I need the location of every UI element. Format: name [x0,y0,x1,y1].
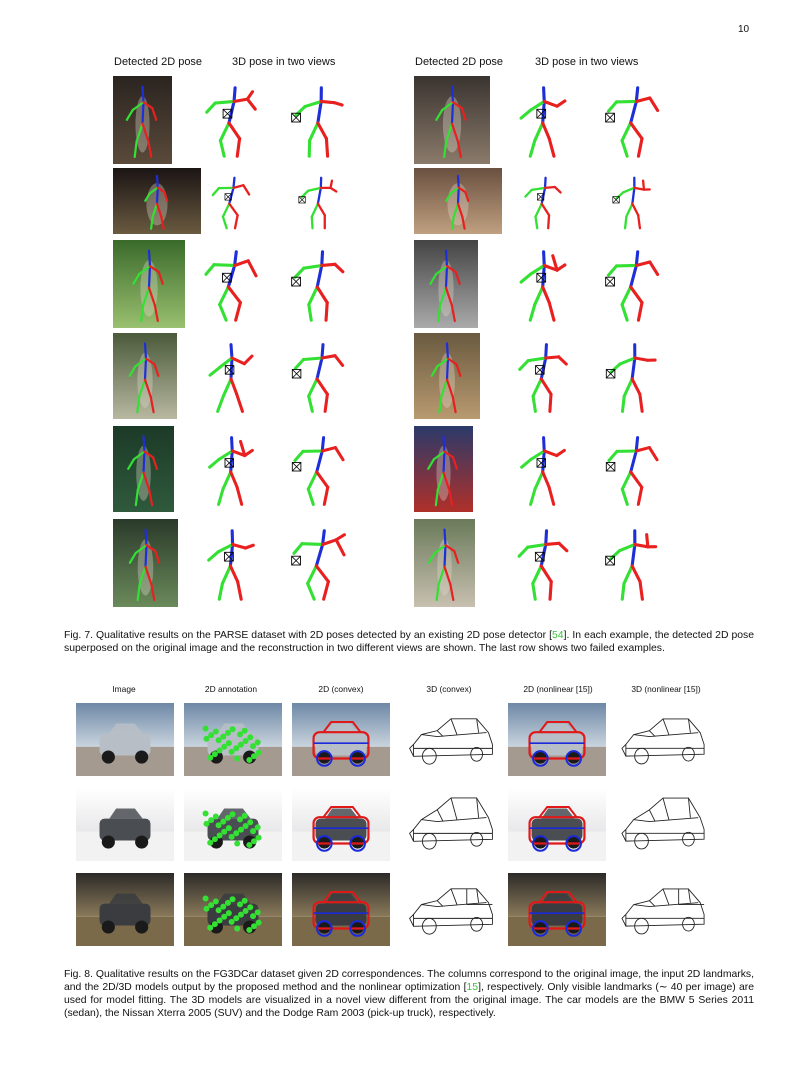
3d-pose-view-side [602,80,664,164]
fig7-header-left-3d: 3D pose in two views [232,56,336,68]
car-3d-convex-model [404,790,500,859]
fig8-col-3d-convex: 3D (convex) [426,684,472,694]
car-photo [76,703,174,776]
3d-pose-view-front [512,523,574,607]
fig8-caption: Fig. 8. Qualitative results on the FG3DCar dataset given 2D correspondences. The columns correspond to the original image, the input 2D landmarks, and the 2D/3D models output by the proposed method and the nonlinear optimization [15], respectively. Only visible landmarks (∼ 40 per image) are used for model fitting. The 3D models are visualized in a novel view different from the original image. The car models are the BMW 5 Series 2011 (sedan), the Nissan Xterra 2005 (SUV) and the Dodge Ram 2003 (pick-up truck), respectively. [64,969,754,1019]
3d-pose-view-front [200,244,262,328]
fig7-header-right-3d: 3D pose in two views [535,56,639,68]
detected-pose-photo [113,519,178,607]
detected-pose-photo [113,240,185,328]
detected-pose-photo [113,426,174,512]
3d-pose-view-side [602,430,664,512]
3d-pose-view-front [512,244,574,328]
fig8-citation-link[interactable]: 15 [466,982,479,993]
3d-pose-view-side [288,523,350,607]
detected-pose-photo [414,519,475,607]
3d-pose-view-side [288,172,350,234]
car-2d-nonlinear-fit [508,873,606,946]
3d-pose-view-front [512,80,574,164]
fig8-col-2d-convex: 2D (convex) [318,684,364,694]
car-2d-annotation [184,788,282,861]
3d-pose-view-side [288,244,350,328]
detected-pose-photo [113,333,177,419]
fig7-header-right-detected: Detected 2D pose [415,56,504,68]
detected-pose-photo [414,168,502,234]
car-3d-nonlinear-model [620,790,708,859]
detected-pose-photo [414,426,473,512]
3d-pose-view-front [200,172,262,234]
detected-pose-photo [113,168,201,234]
car-2d-nonlinear-fit [508,788,606,861]
detected-pose-photo [414,240,478,328]
detected-pose-photo [414,76,490,164]
3d-pose-view-front [512,172,574,234]
3d-pose-view-side [602,337,664,419]
car-3d-convex-model [404,705,500,774]
detected-pose-photo [414,333,480,419]
3d-pose-view-side [602,523,664,607]
car-3d-nonlinear-model [620,875,708,944]
fig7-header-left-detected: Detected 2D pose [114,56,203,68]
car-2d-nonlinear-fit [508,703,606,776]
3d-pose-view-front [200,523,262,607]
fig8-col-2d-annotation: 2D annotation [204,684,258,694]
3d-pose-view-front [512,337,574,419]
fig8-col-3d-nonlinear: 3D (nonlinear [15]) [631,684,701,694]
3d-pose-view-front [200,337,262,419]
3d-pose-view-front [200,430,262,512]
3d-pose-view-side [288,337,350,419]
car-photo [76,873,174,946]
detected-pose-photo [113,76,172,164]
car-2d-annotation [184,703,282,776]
page-number: 10 [738,24,750,35]
3d-pose-view-front [512,430,574,512]
fig7-caption: Fig. 7. Qualitative results on the PARSE dataset with 2D poses detected by an existing 2D pose detector [54]. In each example, the detected 2D pose superposed on the original image and the reconstruction in two different views are shown. The last row shows two failed examples. [64,630,754,654]
fig8-col-image: Image [112,684,136,694]
3d-pose-view-side [288,80,350,164]
fig8-col-2d-nonlinear: 2D (nonlinear [15]) [523,684,593,694]
car-2d-convex-fit [292,788,390,861]
car-3d-nonlinear-model [620,705,708,774]
car-photo [76,788,174,861]
car-2d-annotation [184,873,282,946]
3d-pose-view-side [602,244,664,328]
3d-pose-view-side [602,172,664,234]
car-2d-convex-fit [292,873,390,946]
3d-pose-view-side [288,430,350,512]
3d-pose-view-front [200,80,262,164]
car-2d-convex-fit [292,703,390,776]
fig7-citation-link[interactable]: 54 [552,630,564,641]
car-3d-convex-model [404,875,500,944]
